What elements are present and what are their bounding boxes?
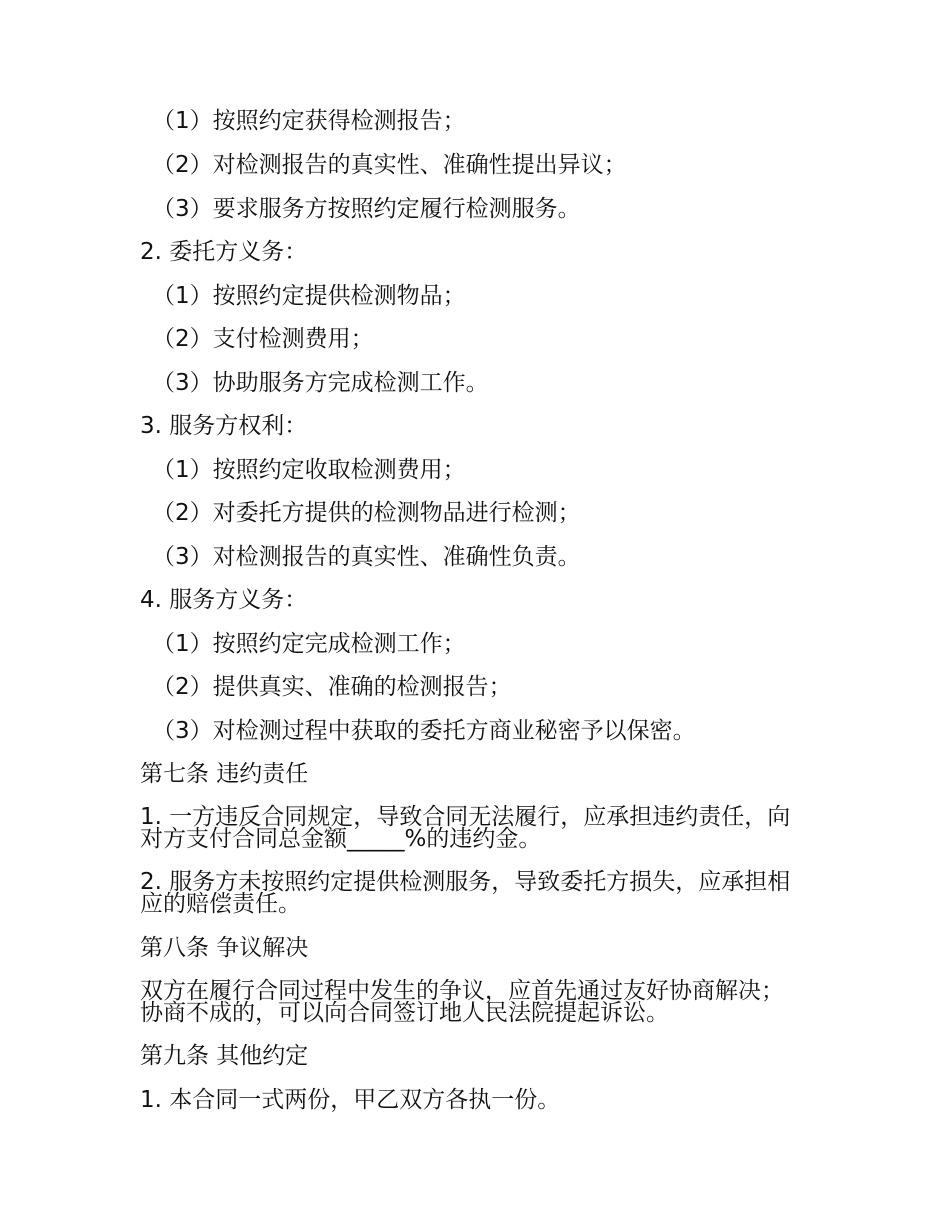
item-collect-fees: （1）按照约定收取检测费用； xyxy=(152,457,466,483)
heading-provider-obligations: 4. 服务方义务： xyxy=(140,587,308,613)
heading-provider-rights: 3. 服务方权利： xyxy=(140,413,308,439)
article-eight-body: 双方在履行合同过程中发生的争议，应首先通过友好协商解决；协商不成的，可以向合同签订地人民法院提起诉讼。 xyxy=(140,978,784,1026)
article-nine-clause-1: 1. 本合同一式两份，甲乙双方各执一份。 xyxy=(140,1087,561,1113)
article-seven-clause-1: 1. 一方违反合同规定，导致合同无法履行，应承担违约责任，向对方支付合同总金额_____%的违约金。 xyxy=(140,804,791,852)
item-test-items: （2）对委托方提供的检测物品进行检测； xyxy=(152,500,581,526)
article-seven-title: 第七条 违约责任 xyxy=(140,761,309,787)
item-pay-fees: （2）支付检测费用； xyxy=(152,326,374,352)
article-nine-title: 第九条 其他约定 xyxy=(140,1043,309,1069)
item-confidentiality: （3）对检测过程中获取的委托方商业秘密予以保密。 xyxy=(152,718,696,744)
item-require-service: （3）要求服务方按照约定履行检测服务。 xyxy=(152,196,581,222)
item-obtain-report: （1）按照约定获得检测报告； xyxy=(152,108,466,134)
item-object-report: （2）对检测报告的真实性、准确性提出异议； xyxy=(152,152,627,178)
item-provide-items: （1）按照约定提供检测物品； xyxy=(152,283,466,309)
item-complete-work: （1）按照约定完成检测工作； xyxy=(152,631,466,657)
item-assist-service: （3）协助服务方完成检测工作。 xyxy=(152,370,489,396)
item-accurate-report: （2）提供真实、准确的检测报告； xyxy=(152,674,512,700)
heading-client-obligations: 2. 委托方义务： xyxy=(140,239,308,265)
item-responsible-report: （3）对检测报告的真实性、准确性负责。 xyxy=(152,544,581,570)
article-eight-title: 第八条 争议解决 xyxy=(140,935,309,961)
article-seven-clause-2: 2. 服务方未按照约定提供检测服务，导致委托方损失，应承担相应的赔偿责任。 xyxy=(140,869,791,917)
